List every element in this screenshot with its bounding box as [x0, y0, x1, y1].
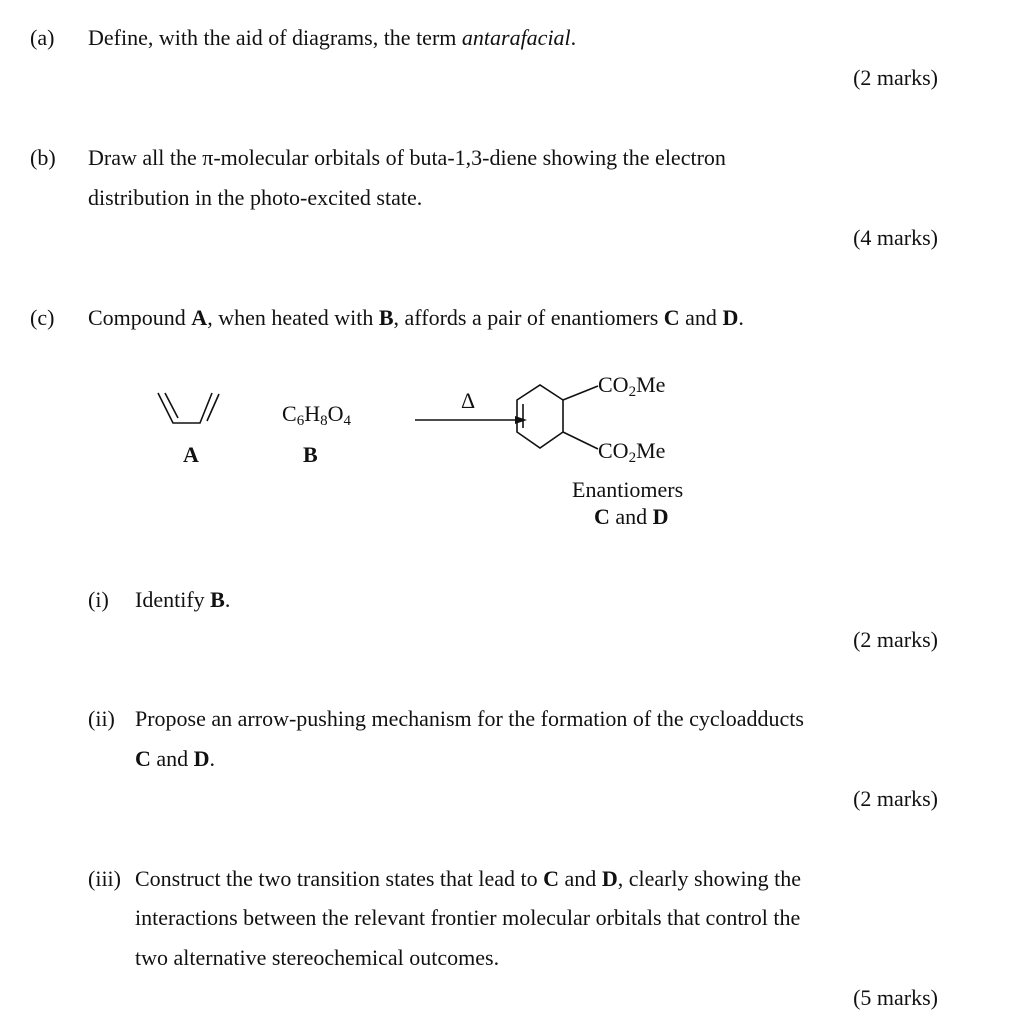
text: 2 [628, 450, 637, 466]
heat-delta: Δ [461, 388, 476, 413]
text: C [594, 504, 610, 529]
compound-b: B [378, 305, 394, 330]
text: C [282, 401, 297, 426]
subpart-iii-marks: (5 marks) [853, 985, 938, 1010]
reaction-arrow [415, 416, 527, 424]
label-a: A [183, 442, 199, 467]
subpart-ii-line2 [135, 746, 215, 772]
text: and [559, 866, 602, 891]
subpart-i-text [135, 587, 230, 613]
cyclohexene-product-structure [517, 385, 598, 449]
subpart-ii-line1: Propose an arrow-pushing mechanism for the formation of the cycloadducts [135, 706, 804, 731]
subpart-iii-label: (iii) [88, 866, 121, 891]
part-c-label: (c) [30, 305, 55, 330]
product-caption: Enantiomers [572, 477, 684, 502]
butadiene-structure [158, 393, 219, 423]
part-a-text-end: . [570, 25, 577, 50]
part-b-label: (b) [30, 145, 56, 170]
text: , clearly showing the [617, 866, 801, 891]
part-b-line1: Draw all the π-molecular orbitals of buta-1,3-diene showing the electron [88, 145, 726, 170]
text: D [601, 866, 618, 891]
text: O [327, 401, 344, 426]
part-b-marks: (4 marks) [853, 225, 938, 250]
formula-b [282, 401, 351, 427]
text: B [210, 587, 225, 612]
subpart-iii-line2: interactions between the relevant frontier molecular orbitals that control the [135, 905, 801, 930]
text: Me [636, 438, 666, 463]
compound-d: D [722, 305, 739, 330]
text: Identify [135, 587, 211, 612]
part-a-text-1: Define, with the aid of diagrams, the term [88, 25, 462, 50]
text: . [738, 305, 744, 330]
compound-a: A [191, 305, 208, 330]
subpart-iii-line3: two alternative stereochemical outcomes. [135, 945, 500, 970]
compound-c: C [663, 305, 680, 330]
text: and [150, 746, 194, 771]
text: CO [598, 372, 629, 397]
text: D [193, 746, 210, 771]
text: 6 [296, 413, 305, 429]
text: , affords a pair of enantiomers [393, 305, 664, 330]
text: . [224, 587, 231, 612]
substituent-bottom [598, 438, 665, 464]
text: . [209, 746, 216, 771]
subpart-i-marks: (2 marks) [853, 627, 938, 652]
text: 8 [320, 413, 328, 429]
text: C [543, 866, 560, 891]
text: Compound [88, 305, 192, 330]
subpart-iii-line1 [135, 866, 801, 892]
text: D [652, 504, 669, 529]
text: CO [598, 438, 629, 463]
product-label [594, 504, 669, 530]
part-a-label: (a) [30, 25, 55, 50]
part-a-marks: (2 marks) [853, 65, 938, 90]
text: and [609, 504, 653, 529]
text: and [679, 305, 723, 330]
text: H [304, 401, 321, 426]
subpart-ii-label: (ii) [88, 706, 115, 731]
text: Construct the two transition states that lead to [135, 866, 544, 891]
substituent-top [598, 372, 665, 398]
text: Me [636, 372, 666, 397]
term-antarafacial: antarafacial [461, 25, 571, 50]
part-b-line2: distribution in the photo-excited state. [88, 185, 423, 210]
label-b: B [303, 442, 318, 467]
subpart-i-label: (i) [88, 587, 109, 612]
text: , when heated with [207, 305, 379, 330]
text: 2 [628, 384, 637, 400]
text: 4 [343, 413, 351, 429]
text: C [135, 746, 151, 771]
subpart-ii-marks: (2 marks) [853, 786, 938, 811]
